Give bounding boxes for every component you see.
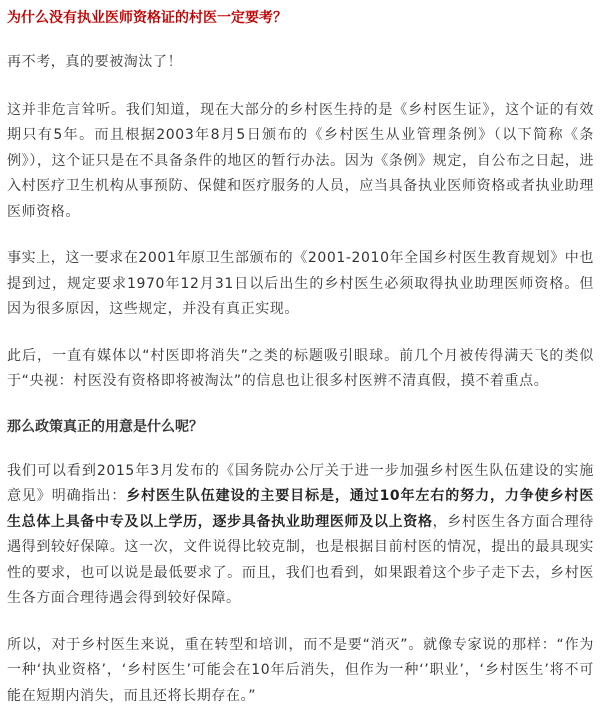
paragraph-intro: 再不考，真的要被淘汰了！ [7,50,594,76]
policy-text-post: ，乡村医生各方面合理待遇得到较好保障。这一次，文件说得比较克制，也是根据目前村医的情况，提出的最具现实性的要求，也可以说是最低要求了。而且，我们也看到，如果跟着这个步子走下去，乡村医生各方面合理待遇会得到较好保障。 [7,514,594,607]
section-subheading: 那么政策真正的用意是什么呢？ [7,416,594,438]
paragraph-policy [7,459,594,612]
paragraph-history: 事实上，这一要求在2001年原卫生部颁布的《2001-2010年全国乡村医生教育规划》中也提到过，规定要求1970年12月31日以后出生的乡村医生必须取得执业助理医师资格。但因为很多原因，这些规定，并没有真正实现。 [7,246,594,323]
policy-text-pre: 我们可以看到2015年3月发布的《国务院办公厅关于进一步加强乡村医生队伍建设的实施意见》明确指出： [7,463,594,505]
policy-text-bold: 乡村医生队伍建设的主要目标是，通过10年左右的努力，力争使乡村医生总体上具备中专及以上学历，逐步具备执业助理医师及以上资格 [7,488,594,530]
article-title: 为什么没有执业医师资格证的村医一定要考？ [7,8,594,28]
paragraph-media: 此后，一直有媒体以“村医即将消失”之类的标题吸引眼球。前几个月被传得满天飞的类似于“央视：村医没有资格即将被淘汰”的信息也让很多村医辨不清真假，摸不着重点。 [7,344,594,395]
paragraph-conclusion: 所以，对于乡村医生来说，重在转型和培训，而不是要“消灭”。就像专家说的那样：“作为一种‘执业资格’，‘乡村医生’可能会在10年后消失，但作为一种‘’职业’，‘乡村医生’将不可能在短期内消失，而且还将长期存在。” [7,633,594,709]
paragraph-background: 这并非危言耸听。我们知道，现在大部分的乡村医生持的是《乡村医生证》，这个证的有效期只有5年。而且根据2003年8月5日颁布的《乡村医生从业管理条例》（以下简称《条例》），这个证只是在不具备条件的地区的暂行办法。因为《条例》规定，自公布之日起，进入村医疗卫生机构从事预防、保健和医疗服务的人员，应当具备执业医师资格或者执业助理医师资格。 [7,98,594,226]
